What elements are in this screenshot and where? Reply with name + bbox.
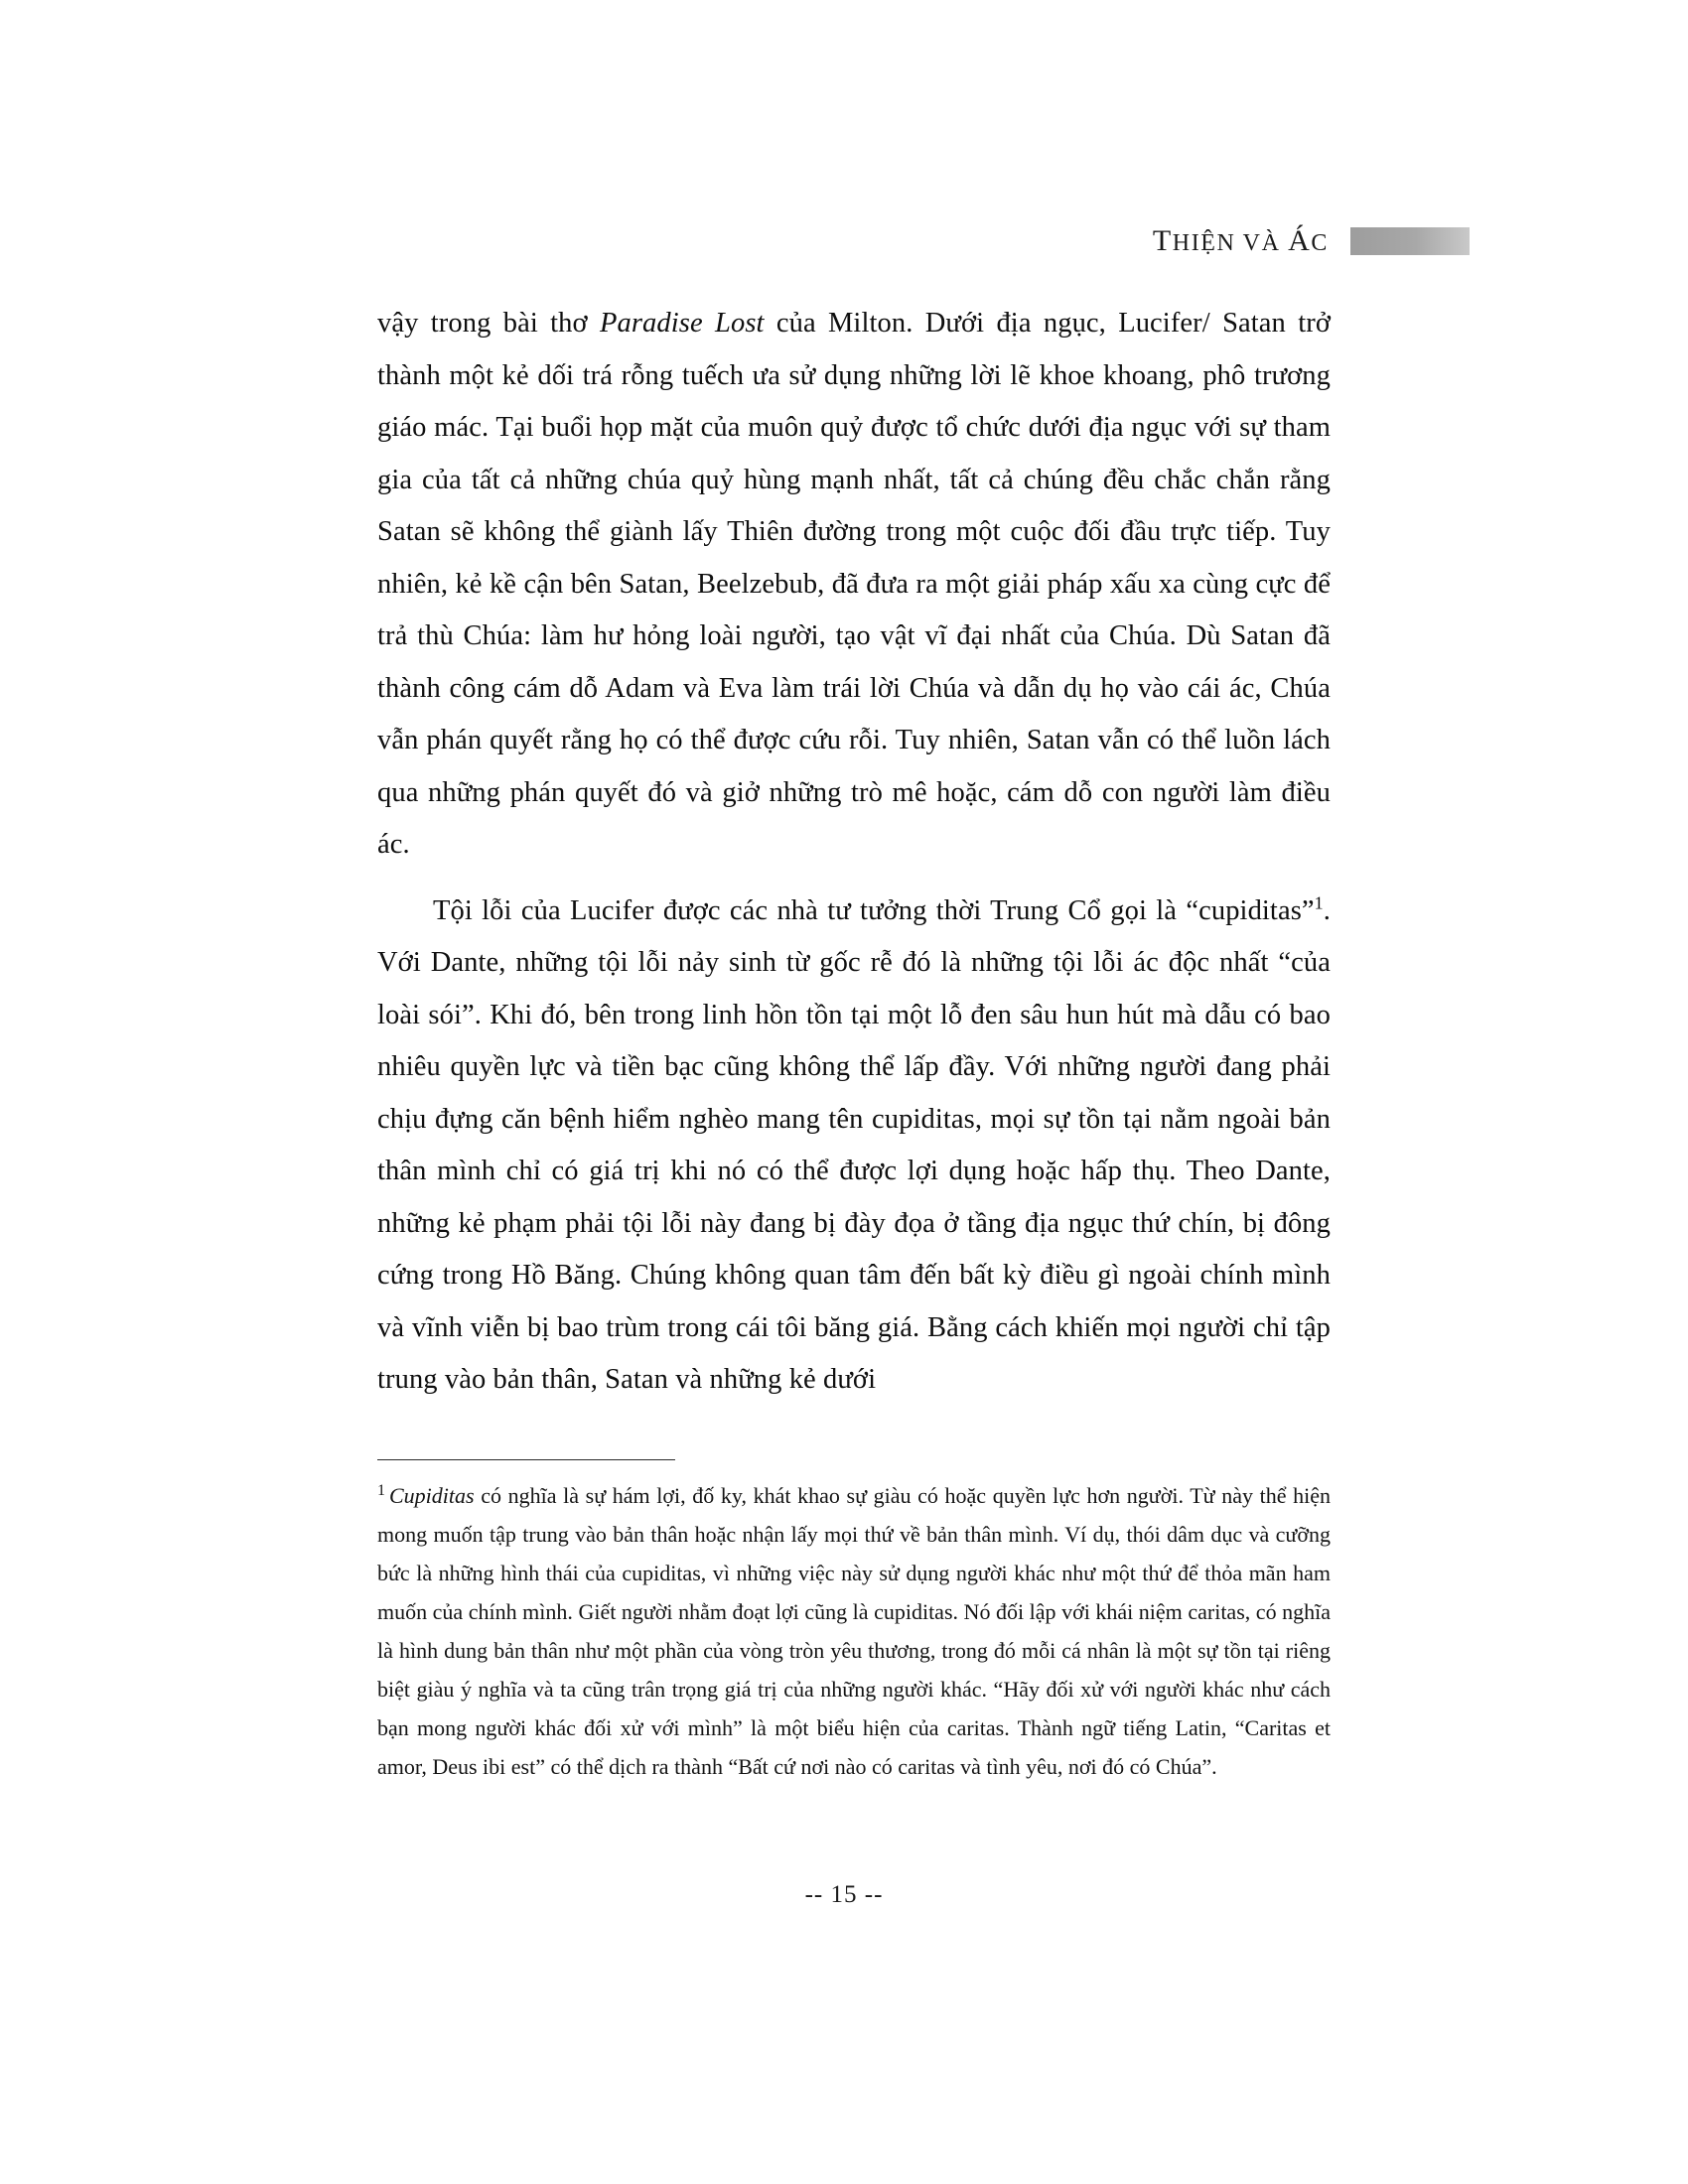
running-header (377, 220, 1470, 262)
redaction-block (1350, 227, 1470, 255)
footnote-1 (377, 1476, 1331, 1786)
running-header-title-cap-t: T (1152, 224, 1173, 257)
page-number: -- 15 -- (804, 1881, 884, 1908)
paragraph-1-prefix: vậy trong bài thơ (377, 308, 600, 339)
footnote-italic-term: Cupiditas (389, 1483, 475, 1508)
footnote-reference-marker[interactable]: 1 (1314, 892, 1324, 912)
paragraph-1-suffix: của Milton. Dưới địa ngục, Lucifer/ Satan trở thành một kẻ dối trá rỗng tuếch ưa sử dụng những lời lẽ khoe khoang, phô trương giáo mác. Tại buổi họp mặt của muôn quỷ được tổ chức dưới địa ngục với sự tham gia của tất cả những chúa quỷ hùng mạnh nhất, tất cả chúng đều chắc chắn rằng Satan sẽ không thể giành lấy Thiên đường trong một cuộc đối đầu trực tiếp. Tuy nhiên, kẻ kề cận bên Satan, Beelzebub, đã đưa ra một giải pháp xấu xa cùng cực để trả thù Chúa: làm hư hỏng loài người, tạo vật vĩ đại nhất của Chúa. Dù Satan đã thành công cám dỗ Adam và Eva làm trái lời Chúa và dẫn dụ họ vào cái ác, Chúa vẫn phán quyết rằng họ có thể được cứu rỗi. Tuy nhiên, Satan vẫn có thể luồn lách qua những phán quyết đó và giở những trò mê hoặc, cám dỗ con người làm điều ác. (377, 308, 1331, 860)
running-header-title-part-1: HIỆN VÀ (1172, 230, 1289, 256)
running-header-title (1153, 224, 1329, 258)
running-header-title-cap-a: Á (1288, 224, 1312, 257)
footnote-separator-rule (377, 1459, 675, 1460)
footnote-section (377, 1459, 1331, 1786)
footnote-number: 1 (377, 1481, 385, 1499)
paragraph-2 (377, 886, 1331, 1407)
running-header-title-part-2: C (1311, 230, 1329, 256)
paragraph-1 (377, 298, 1331, 872)
paragraph-2-suffix: . Với Dante, những tội lỗi nảy sinh từ gốc rễ đó là những tội lỗi ác độc nhất “của loài sói”. Khi đó, bên trong linh hồn tồn tại một lỗ đen sâu hun hút mà dẫu có bao nhiêu quyền lực và tiền bạc cũng không thể lấp đầy. Với những người đang phải chịu đựng căn bệnh hiểm nghèo mang tên cupiditas, mọi sự tồn tại nằm ngoài bản thân mình chỉ có giá trị khi nó có thể được lợi dụng hoặc hấp thụ. Theo Dante, những kẻ phạm phải tội lỗi này đang bị đày đọa ở tầng địa ngục thứ chín, bị đông cứng trong Hồ Băng. Chúng không quan tâm đến bất kỳ điều gì ngoài chính mình và vĩnh viễn bị bao trùm trong cái tôi băng giá. Bằng cách khiến mọi người chỉ tập trung vào bản thân, Satan và những kẻ dưới (377, 894, 1331, 1395)
book-title-paradise-lost: Paradise Lost (600, 308, 765, 339)
footnote-body-text: có nghĩa là sự hám lợi, đố ky, khát khao sự giàu có hoặc quyền lực hơn người. Từ này thể hiện mong muốn tập trung vào bản thân hoặc nhận lấy mọi thứ về bản thân mình. Ví dụ, thói dâm dục và cưỡng bức là những hình thái của cupiditas, vì những việc này sử dụng người khác như một thứ để thỏa mãn ham muốn của chính mình. Giết người nhằm đoạt lợi cũng là cupiditas. Nó đối lập với khái niệm caritas, có nghĩa là hình dung bản thân như một phần của vòng tròn yêu thương, trong đó mỗi cá nhân là một sự tồn tại riêng biệt giàu ý nghĩa và ta cũng trân trọng giá trị của những người khác. “Hãy đối xử với người khác như cách bạn mong người khác đối xử với mình” là một biểu hiện của caritas. Thành ngữ tiếng Latin, “Caritas et amor, Deus ibi est” có thể dịch ra thành “Bất cứ nơi nào có caritas và tình yêu, nơi đó có Chúa”. (377, 1483, 1331, 1779)
paragraph-2-prefix: Tội lỗi của Lucifer được các nhà tư tưởng thời Trung Cổ gọi là “cupiditas” (433, 894, 1315, 926)
body-text-column (377, 298, 1331, 1407)
